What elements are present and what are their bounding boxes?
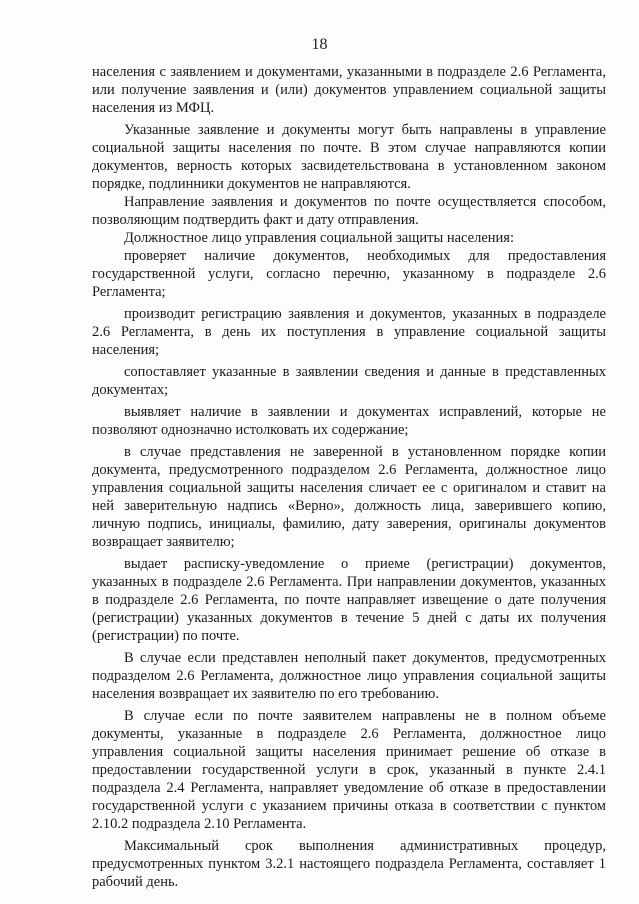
paragraph-duty-issue-receipt: выдает расписку-уведомление о приеме (регистрации) документов, указанных в подразделе 2.6 Регламента. При направлении документов, указанных в подразделе 2.6 Регламента, по почте направляет извещение о дате получения (регистрации) указанных документов в течение 5 дней с даты их получения (регистрации) по почте.	[92, 556, 606, 644]
paragraph-official-duties-intro: Должностное лицо управления социальной защиты населения:	[124, 230, 514, 246]
paragraph-duty-compare: сопоставляет указанные в заявлении сведения и данные в представленных документах;	[92, 364, 606, 398]
paragraph-max-duration: Максимальный срок выполнения административных процедур, предусмотренных пунктом 3.2.1 настоящего подраздела Регламента, составляет 1 рабочий день.	[92, 838, 606, 890]
paragraph-duty-register: производит регистрацию заявления и документов, указанных в подразделе 2.6 Регламента, в день их поступления в управление социальной защиты населения;	[92, 306, 606, 358]
paragraph-postal-submission: Указанные заявление и документы могут быть направлены в управление социальной защиты населения по почте. В этом случае направляются копии документов, верность которых засвидетельствована в установленном законом порядке, подлинники документов не направляются.	[92, 122, 606, 192]
paragraph-duty-certify-copy: в случае представления не заверенной в установленном порядке копии документа, предусмотренного подразделом 2.6 Регламента, должностное лицо управления социальной защиты населения сличает ее с оригиналом и ставит на ней заверительную надпись «Верно», должность лица, заверившего копию, личную подпись, инициалы, фамилию, дату заверения, оригиналы документов возвращает заявителю;	[92, 444, 606, 550]
paragraph-postal-method: Направление заявления и документов по почте осуществляется способом, позволяющим подтвердить факт и дату отправления.	[92, 194, 606, 228]
paragraph-continuation: населения с заявлением и документами, указанными в подразделе 2.6 Регламента, или получение заявления и (или) документов управлением социальной защиты населения из МФЦ.	[92, 64, 606, 116]
paragraph-duty-detect-corrections: выявляет наличие в заявлении и документах исправлений, которые не позволяют однозначно истолковать их содержание;	[92, 404, 606, 438]
page-number: 18	[311, 36, 328, 53]
document-body	[92, 63, 606, 891]
paragraph-postal-incomplete-refusal: В случае если по почте заявителем направлены не в полном объеме документы, указанные в подразделе 2.6 Регламента, должностное лицо управления социальной защиты населения принимает решение об отказе в предоставлении государственной услуги в срок, указанный в пункте 2.4.1 подраздела 2.4 Регламента, направляет уведомление об отказе в предоставлении государственной услуги с указанием причины отказа в соответствии с пунктом 2.10.2 подраздела 2.10 Регламента.	[92, 708, 606, 832]
paragraph-incomplete-package: В случае если представлен неполный пакет документов, предусмотренных подразделом 2.6 Регламента, должностное лицо управления социальной защиты населения возвращает их заявителю по его требованию.	[92, 650, 606, 702]
paragraph-duty-check-documents: проверяет наличие документов, необходимых для предоставления государственной услуги, согласно перечню, указанному в подразделе 2.6 Регламента;	[92, 248, 606, 300]
